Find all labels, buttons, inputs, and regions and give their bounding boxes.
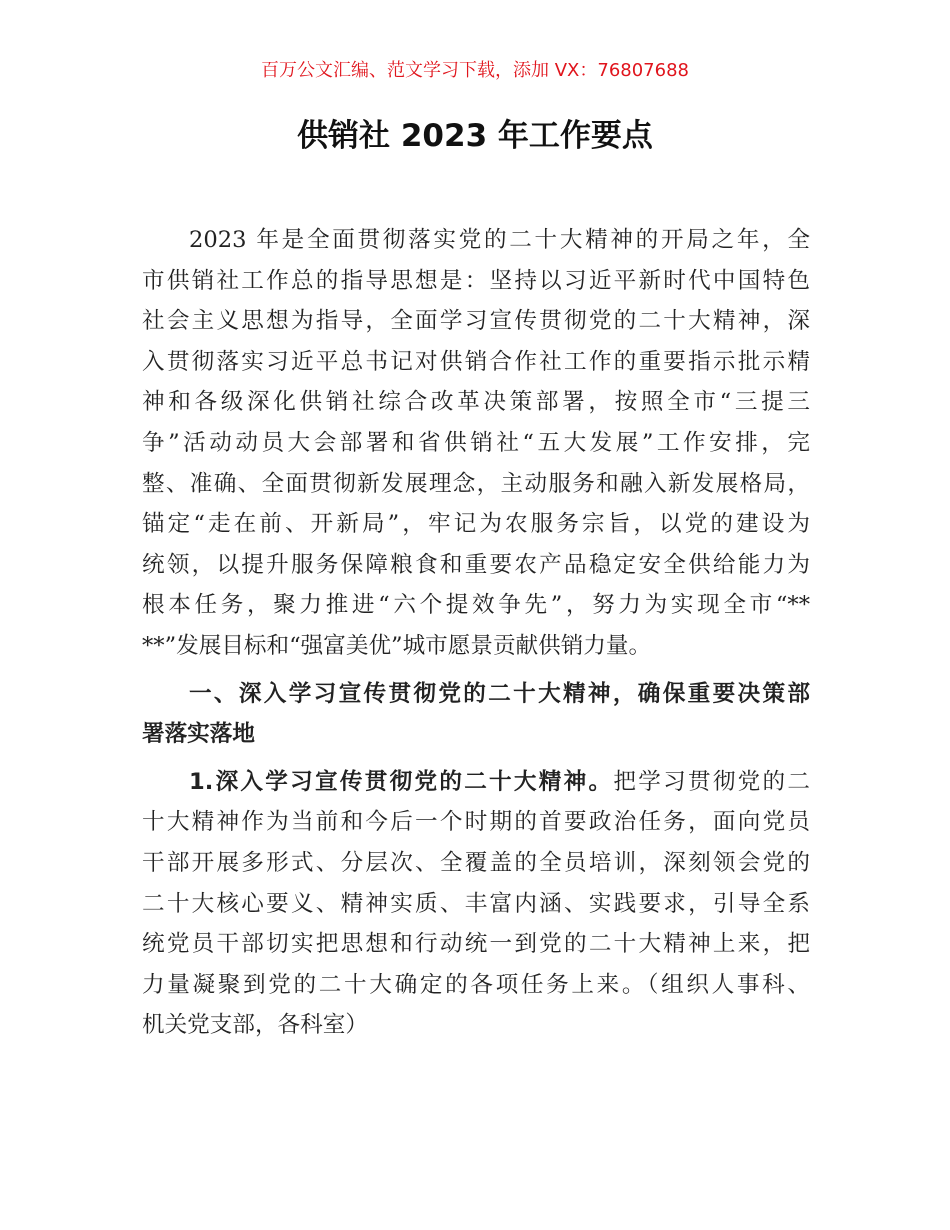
paragraph-line: 市供销社工作总的指导思想是：坚持以习近平新时代中国特色 xyxy=(142,267,810,294)
paragraph-line: 锚定“走在前、开新局”，牢记为农服务宗旨，以党的建设为 xyxy=(142,511,810,538)
document-body xyxy=(142,220,810,1046)
paragraph-line: **”发展目标和“强富美优”城市愿景贡献供销力量。 xyxy=(142,632,652,659)
heading-line: 署落实落地 xyxy=(142,721,255,748)
item-paragraph-1 xyxy=(142,762,810,1046)
paragraph-line: 社会主义思想为指导，全面学习宣传贯彻党的二十大精神，深 xyxy=(142,308,810,335)
paragraph-line: 力量凝聚到党的二十大确定的各项任务上来。（组织人事科、 xyxy=(142,971,810,998)
heading-line: 一、深入学习宣传贯彻党的二十大精神，确保重要决策部 xyxy=(189,680,810,707)
paragraph-line: 干部开展多形式、分层次、全覆盖的全员培训，深刻领会党的 xyxy=(142,849,810,876)
section-heading-1 xyxy=(142,674,810,755)
paragraph-line: 十大精神作为当前和今后一个时期的首要政治任务，面向党员 xyxy=(142,809,810,836)
item-lead-bold: 1.深入学习宣传贯彻党的二十大精神。 xyxy=(189,768,614,795)
paragraph-line: 整、准确、全面贯彻新发展理念，主动服务和融入新发展格局， xyxy=(142,470,810,497)
document-title: 供销社 2023 年工作要点 xyxy=(297,118,653,154)
intro-paragraph xyxy=(142,220,810,667)
item-lead-rest: 把学习贯彻党的二 xyxy=(613,768,811,795)
watermark-banner: 百万公文汇编、范文学习下载，添加 VX：76807688 xyxy=(261,60,689,81)
paragraph-line xyxy=(142,762,810,803)
paragraph-line: 根本任务，聚力推进“六个提效争先”，努力为实现全市“** xyxy=(142,592,810,619)
paragraph-line: 机关党支部，各科室） xyxy=(142,1012,368,1039)
paragraph-line: 神和各级深化供销社综合改革决策部署，按照全市“三提三 xyxy=(142,389,810,416)
paragraph-line: 二十大核心要义、精神实质、丰富内涵、实践要求，引导全系 xyxy=(142,890,810,917)
paragraph-line: 入贯彻落实习近平总书记对供销合作社工作的重要指示批示精 xyxy=(142,348,810,375)
paragraph-line: 统领，以提升服务保障粮食和重要农产品稳定安全供给能力为 xyxy=(142,551,810,578)
paragraph-line: 2023 年是全面贯彻落实党的二十大精神的开局之年，全 xyxy=(189,227,810,253)
paragraph-line: 统党员干部切实把思想和行动统一到党的二十大精神上来，把 xyxy=(142,931,810,958)
paragraph-line: 争”活动动员大会部署和省供销社“五大发展”工作安排，完 xyxy=(142,429,810,456)
